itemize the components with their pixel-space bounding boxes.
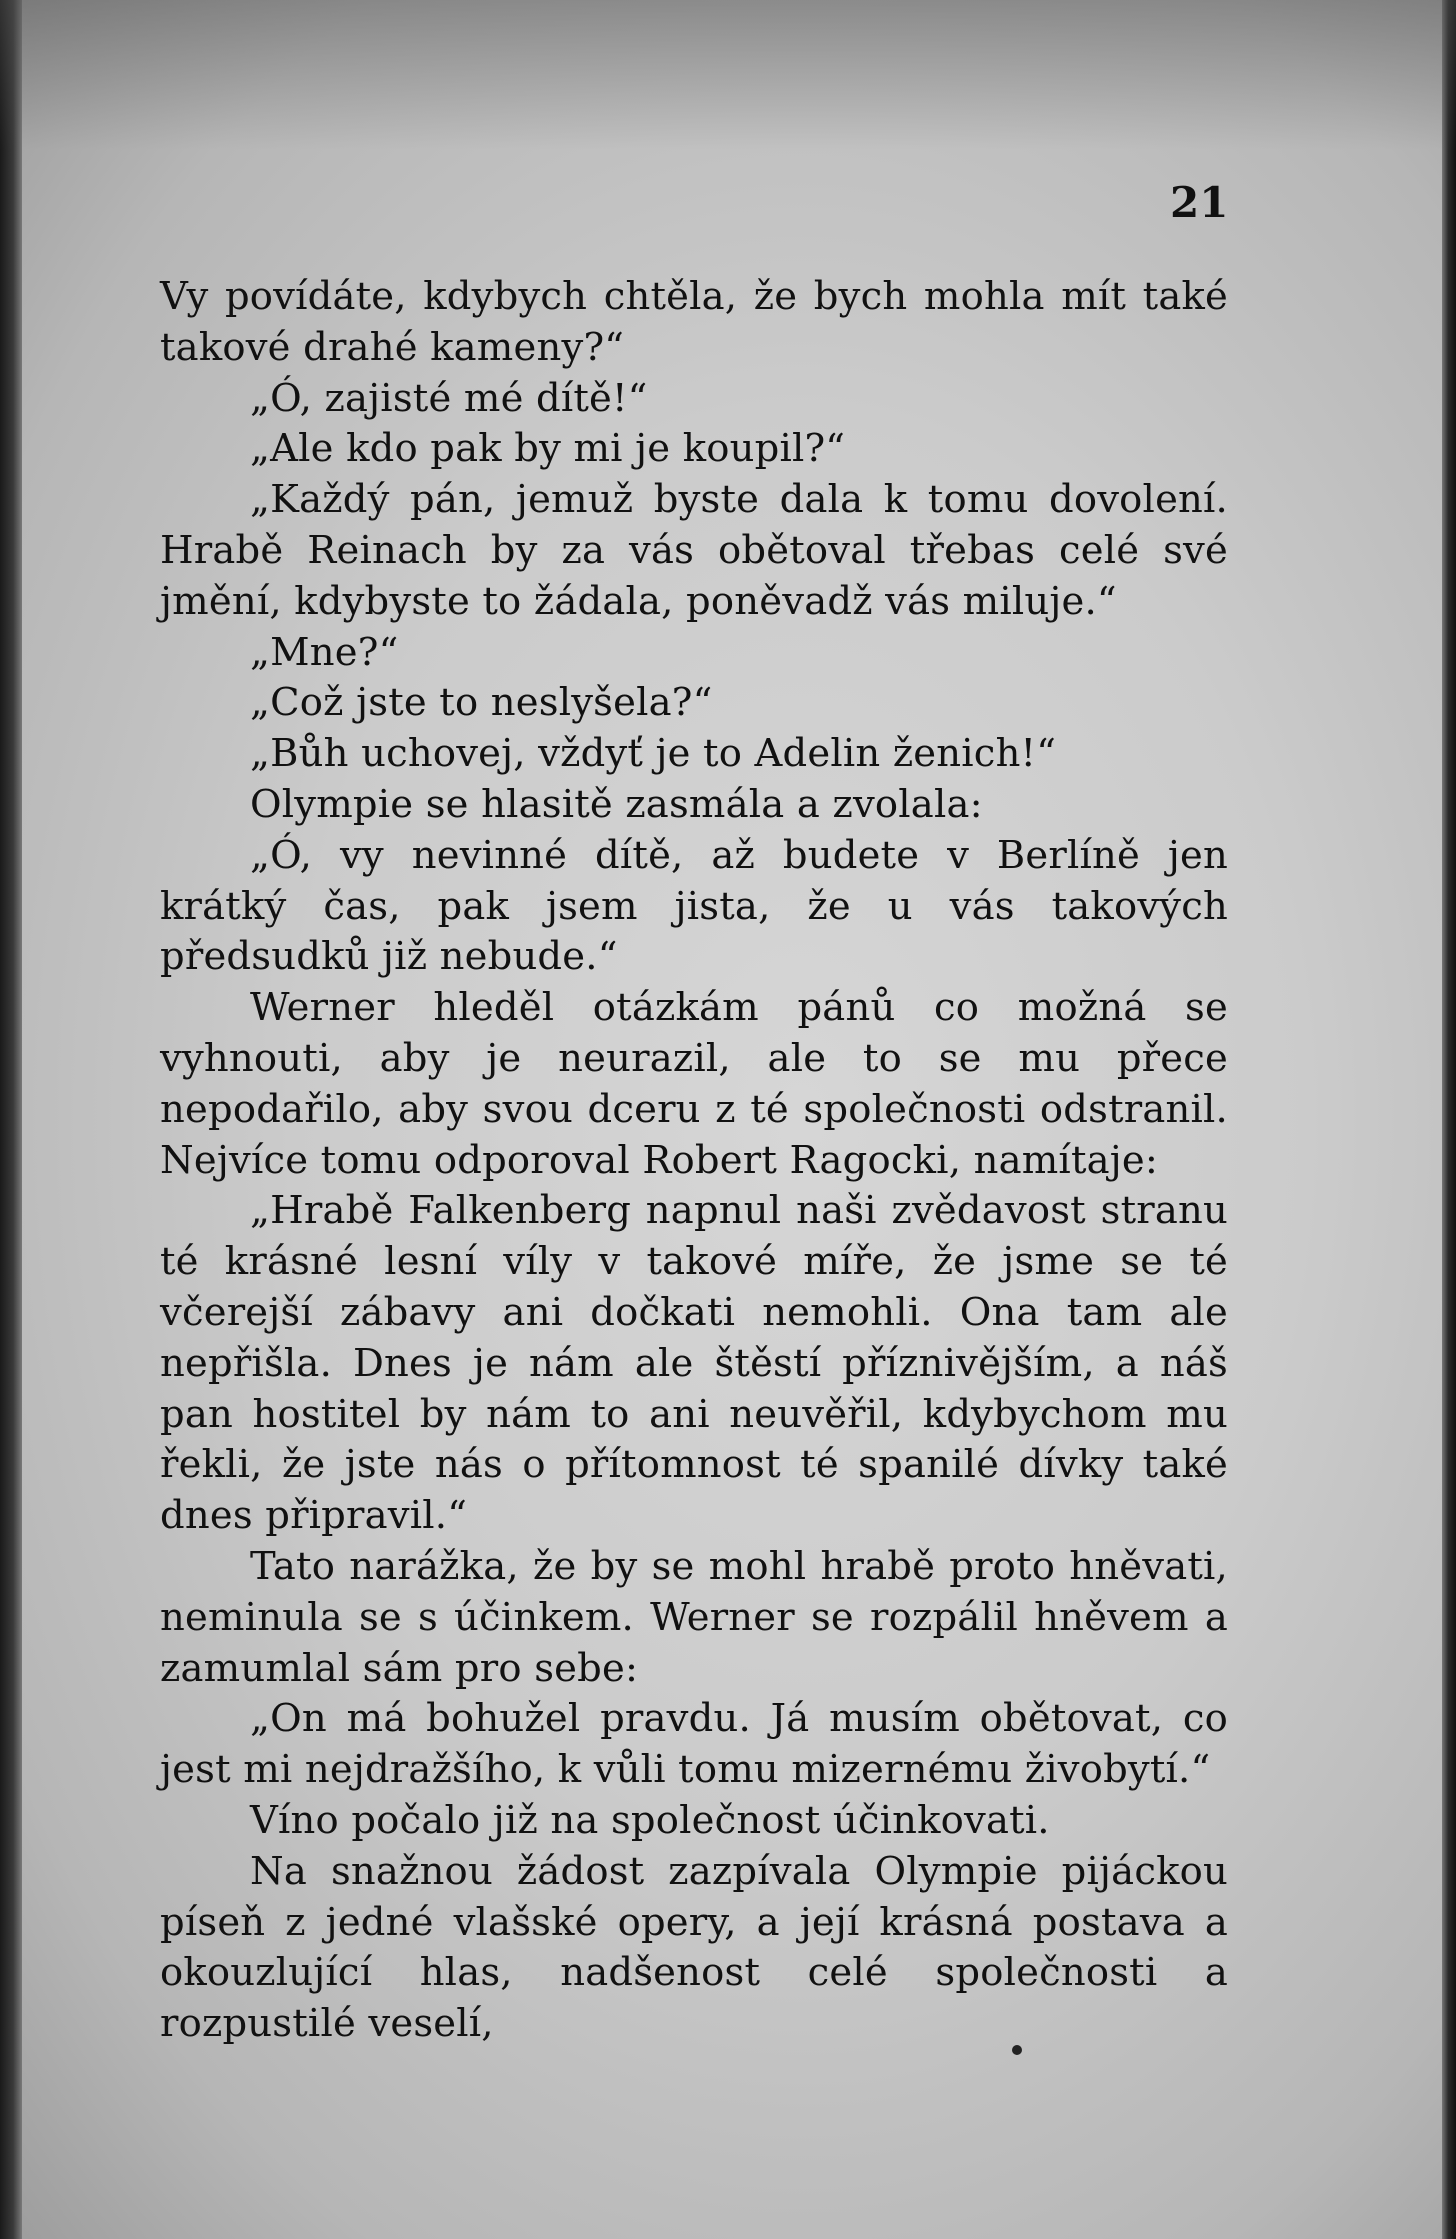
paragraph: Vy povídáte, kdybych chtěla, že bych mohla mít také takové drahé kameny?“ [160, 274, 1228, 370]
paragraph: Olympie se hlasitě zasmála a zvolala: [250, 781, 983, 827]
ink-dot [1012, 2045, 1022, 2055]
paragraph: Na snažnou žádost zazpívala Olympie pijáckou píseň z jedné vlašské opery, a její krásná postava a okouzlující hlas, nadšenost celé společnosti a rozpustilé veselí, [160, 1848, 1228, 2047]
paragraph: „Hrabě Falkenberg napnul naši zvědavost stranu té krásné lesní víly v takové míře, že jsme se té včerejší zábavy ani dočkati nemohli. Ona tam ale nepřišla. Dnes je nám ale štěstí příznivějším, a náš pan hostitel by nám to ani neuvěřil, kdybychom mu řekli, že jste nás o přítomnost té spanilé dívky také dnes připravil.“ [160, 1188, 1228, 1539]
paragraph: Víno počalo již na společnost účinkovati. [250, 1797, 1050, 1843]
paragraph: „Ó, zajisté mé dítě!“ [250, 375, 648, 421]
paragraph: „Což jste to neslyšela?“ [250, 680, 713, 726]
page-binding-shadow [0, 0, 22, 2239]
paragraph: Tato narážka, že by se mohl hrabě proto hněvati, neminula se s účinkem. Werner se rozpálil hněvem a zamumlal sám pro sebe: [160, 1543, 1228, 1691]
page-top-shading [0, 0, 1456, 150]
paragraph: „Bůh uchovej, vždyť je to Adelin ženich!“ [250, 731, 1057, 777]
paragraph: „On má bohužel pravdu. Já musím obětovat, co jest mi nejdražšího, k vůli tomu mizernému živobytí.“ [160, 1696, 1228, 1793]
page-number: 21 [1170, 178, 1229, 227]
paragraph: „Mne?“ [250, 629, 399, 675]
paragraph: „Každý pán, jemuž byste dala k tomu dovolení. Hrabě Reinach by za vás obětoval třebas celé své jmění, kdybyste to žádala, poněvadž vás miluje.“ [160, 477, 1228, 624]
paragraph: „Ó, vy nevinné dítě, až budete v Berlíně jen krátký čas, pak jsem jista, že u vás takových předsudků již nebude.“ [160, 832, 1228, 980]
body-text [160, 272, 1228, 2050]
page-edge-shadow [1442, 0, 1456, 2239]
paragraph: Werner hleděl otázkám pánů co možná se vyhnouti, aby je neurazil, ale to se mu přece nepodařilo, aby svou dceru z té společnosti odstranil. Nejvíce tomu odporoval Robert Ragocki, namítaje: [160, 985, 1228, 1183]
paragraph: „Ale kdo pak by mi je koupil?“ [250, 426, 846, 472]
